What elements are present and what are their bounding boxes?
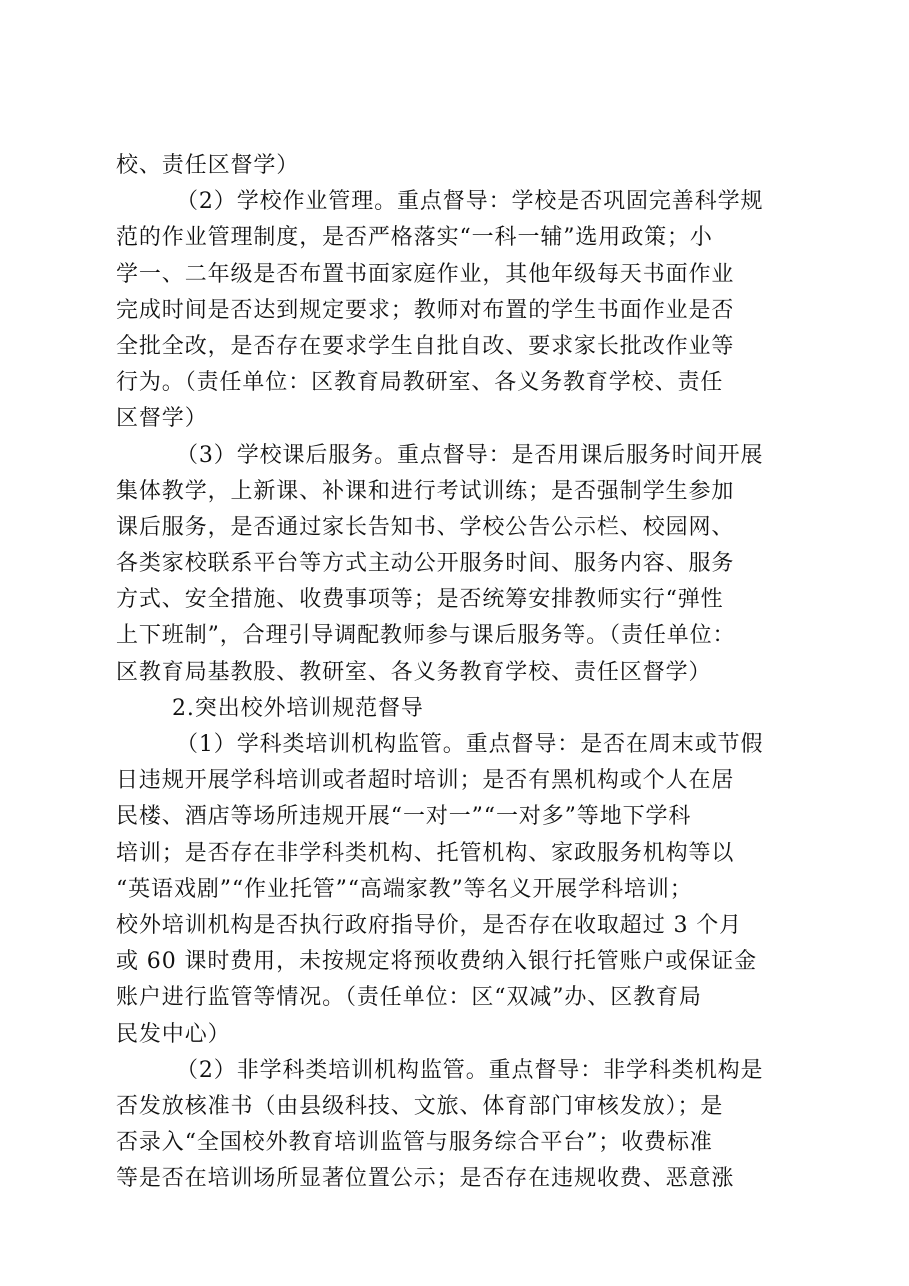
- text-line: 行为。（责任单位：区教育局教研室、各义务教育学校、责任: [116, 370, 724, 396]
- text-line: 等是否在培训场所显著位置公示；是否存在违规收费、恶意涨: [116, 1166, 735, 1192]
- text-line: （1）学科类培训机构监管。重点督导：是否在周末或节假: [176, 732, 764, 757]
- document-body: [116, 148, 801, 1197]
- text-line: 范的作业管理制度，是否严格落实“一科一辅”选用政策；小: [116, 225, 713, 251]
- text-line: 区督学）: [116, 406, 208, 432]
- text-line: 方式、安全措施、收费事项等；是否统筹安排教师实行“弹性: [116, 587, 724, 613]
- text-line: 各类家校联系平台等方式主动公开服务时间、服务内容、服务: [116, 551, 735, 577]
- text-line: 区教育局基教股、教研室、各义务教育学校、责任区督学）: [116, 659, 712, 685]
- text-line: 学一、二年级是否布置书面家庭作业，其他年级每天书面作业: [116, 261, 735, 287]
- text-line: 上下班制”，合理引导调配教师参与课后服务等。（责任单位：: [116, 623, 736, 649]
- text-line: （2）学校作业管理。重点督导：学校是否巩固完善科学规: [176, 189, 764, 215]
- text-line: 否录入“全国校外教育培训监管与服务综合平台”；收费标准: [116, 1130, 713, 1156]
- text-line: 课后服务，是否通过家长告知书、学校公告公示栏、校园网、: [116, 514, 735, 540]
- text-line: 全批全改，是否存在要求学生自批自改、要求家长批改作业等: [116, 333, 735, 359]
- text-line: 或 60 课时费用，未按规定将预收费纳入银行托管账户或保证金: [116, 949, 757, 975]
- text-line: （3）学校课后服务。重点督导：是否用课后服务时间开展: [176, 442, 764, 468]
- text-line: “英语戏剧”“作业托管”“高端家教”等名义开展学科培训；: [116, 876, 693, 902]
- text-line: 集体教学，上新课、补课和进行考试训练；是否强制学生参加: [116, 478, 735, 504]
- text-line: 校外培训机构是否执行政府指导价，是否存在收取超过 3 个月: [116, 912, 743, 938]
- text-line: 校、责任区督学）: [116, 153, 300, 178]
- text-line: （2）非学科类培训机构监管。重点督导：非学科类机构是: [176, 1057, 764, 1083]
- text-line: 日违规开展学科培训或者超时培训；是否有黑机构或个人在居: [116, 768, 735, 794]
- text-line: 完成时间是否达到规定要求；教师对布置的学生书面作业是否: [116, 297, 735, 323]
- section-heading: 2.突出校外培训规范督导: [172, 695, 424, 721]
- text-line: 否发放核准书（由县级科技、文旅、体育部门审核发放）；是: [116, 1093, 724, 1119]
- text-line: 培训；是否存在非学科类机构、托管机构、家政服务机构等以: [116, 840, 735, 866]
- text-line: 民发中心）: [116, 1021, 231, 1047]
- text-line: 账户进行监管等情况。（责任单位：区“双减”办、区教育局: [116, 985, 702, 1011]
- text-line: 民楼、酒店等场所违规开展“一对一”“一对多”等地下学科: [116, 804, 692, 830]
